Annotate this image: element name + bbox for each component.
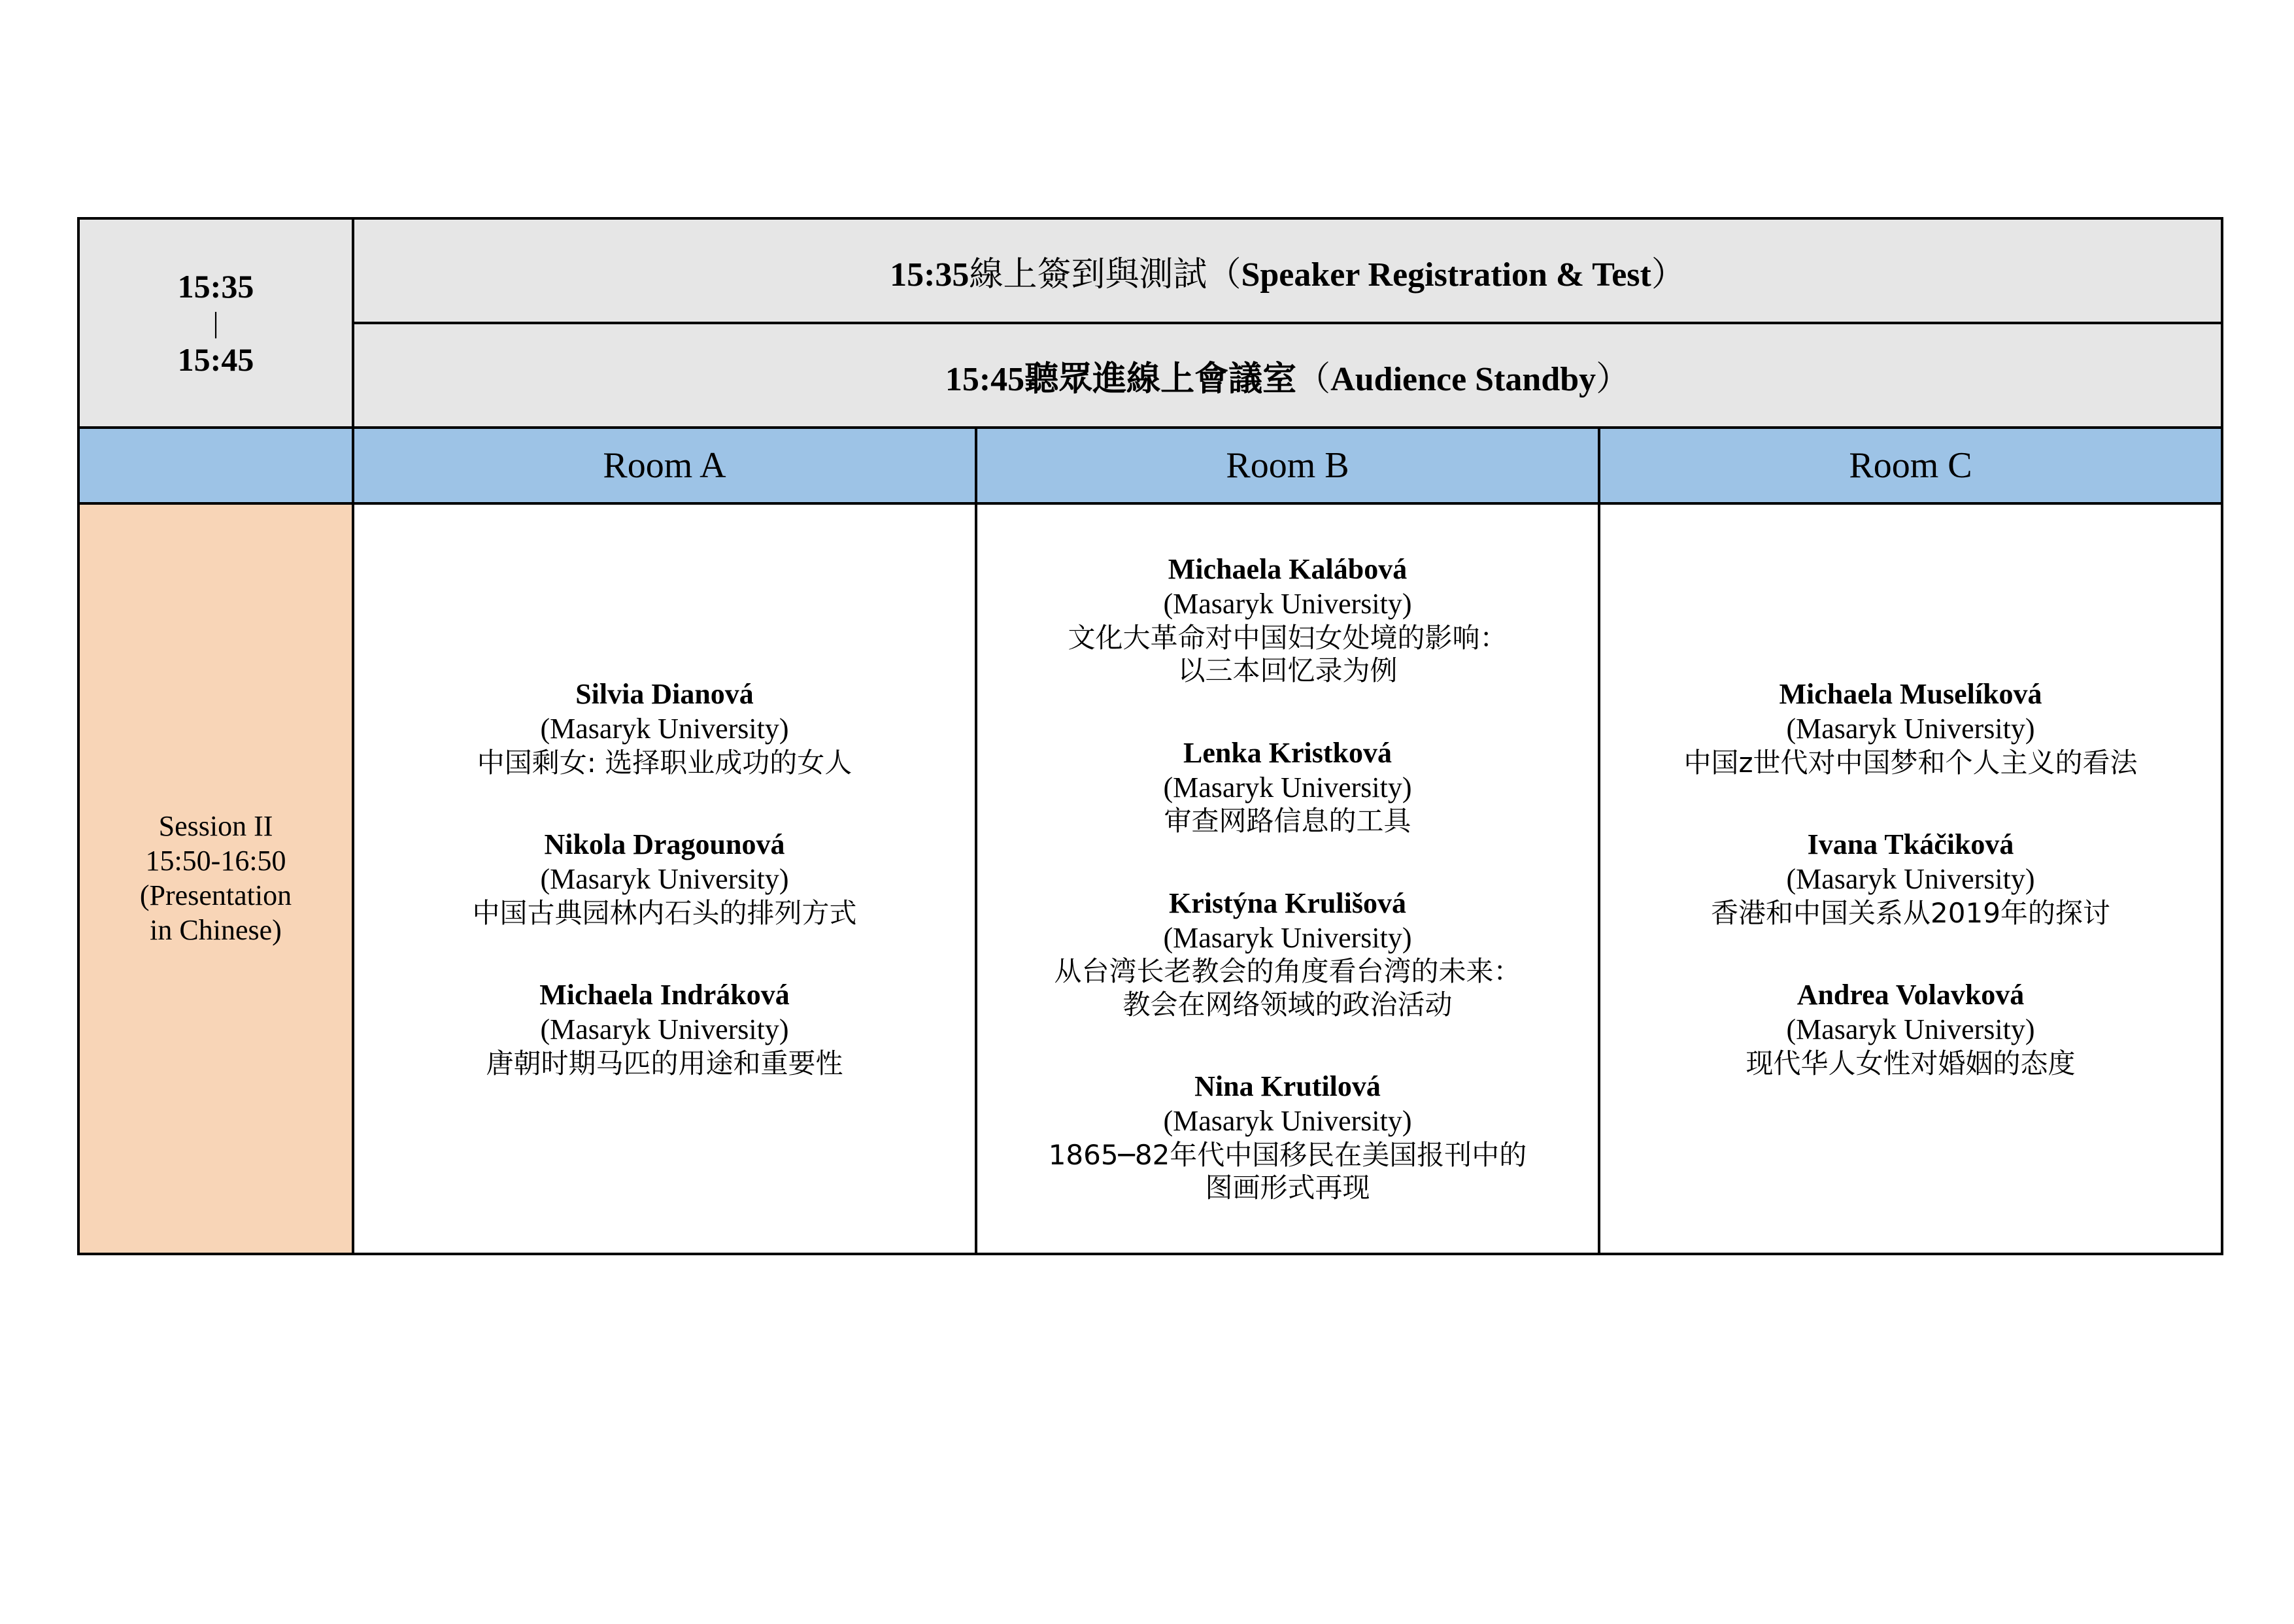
speaker-affiliation: (Masaryk University) bbox=[1786, 862, 2035, 895]
talk-item bbox=[1600, 677, 2221, 779]
standby-en: Audience Standby bbox=[1330, 360, 1596, 398]
talk-item bbox=[1600, 828, 2221, 930]
room-header-blank bbox=[78, 428, 353, 503]
speaker-affiliation: (Masaryk University) bbox=[1163, 771, 1412, 804]
talk-item bbox=[354, 978, 975, 1080]
registration-close-paren: ） bbox=[1651, 256, 1685, 294]
speaker-affiliation: (Masaryk University) bbox=[540, 862, 789, 895]
talk-title-line2: 教会在网络领域的政治活动 bbox=[1122, 988, 1453, 1021]
session-label-cell bbox=[78, 503, 353, 1254]
room-c-talks bbox=[1599, 503, 2222, 1254]
talk-title-line2: 图画形式再现 bbox=[1205, 1172, 1370, 1204]
session-name: Session II bbox=[158, 810, 273, 843]
speaker-affiliation: (Masaryk University) bbox=[1163, 921, 1412, 954]
speaker-affiliation: (Masaryk University) bbox=[540, 1013, 789, 1045]
time-start: 15:35 bbox=[177, 267, 254, 305]
session-row bbox=[78, 503, 2222, 1254]
speaker-name: Nikola Dragounová bbox=[544, 828, 785, 860]
standby-banner bbox=[353, 323, 2222, 428]
talk-title: 1865─82年代中国移民在美国报刊中的 bbox=[1048, 1138, 1527, 1171]
speaker-affiliation: (Masaryk University) bbox=[540, 712, 789, 745]
speaker-affiliation: (Masaryk University) bbox=[1163, 1104, 1412, 1137]
room-b-talks bbox=[976, 503, 1599, 1254]
speaker-name: Lenka Kristková bbox=[1183, 736, 1392, 769]
talk-title: 从台湾长老教会的角度看台湾的未来： bbox=[1054, 955, 1521, 988]
talk-item bbox=[354, 677, 975, 779]
talk-title-line2: 以三本回忆录为例 bbox=[1177, 654, 1398, 687]
talk-item bbox=[977, 887, 1598, 1021]
talk-title: 审查网路信息的工具 bbox=[1164, 805, 1411, 837]
talk-item bbox=[1600, 978, 2221, 1080]
standby-close-paren: ） bbox=[1596, 360, 1630, 398]
talk-title: 中国z世代对中国梦和个人主义的看法 bbox=[1683, 746, 2138, 779]
speaker-name: Andrea Volavková bbox=[1796, 978, 2025, 1011]
registration-row bbox=[78, 218, 2222, 323]
registration-zh: 線上簽到與測試 bbox=[969, 256, 1207, 294]
registration-banner bbox=[353, 218, 2222, 323]
talk-title: 中国古典园林内石头的排列方式 bbox=[472, 896, 857, 929]
time-separator: | bbox=[212, 306, 219, 339]
standby-zh: 聽眾進線上會議室 bbox=[1024, 360, 1297, 398]
speaker-name: Michaela Muselíková bbox=[1779, 678, 2042, 711]
room-a-talks bbox=[353, 503, 976, 1254]
talk-item bbox=[977, 552, 1598, 687]
registration-en: Speaker Registration & Test bbox=[1241, 256, 1651, 294]
talk-item bbox=[977, 1070, 1598, 1204]
speaker-affiliation: (Masaryk University) bbox=[1786, 712, 2035, 745]
speaker-name: Silvia Dianová bbox=[575, 678, 754, 711]
talk-item bbox=[977, 736, 1598, 838]
time-range-cell bbox=[78, 218, 353, 428]
speaker-name: Michaela Kalábová bbox=[1168, 553, 1408, 586]
talk-item bbox=[354, 828, 975, 930]
speaker-name: Ivana Tkáčiková bbox=[1807, 828, 2014, 860]
speaker-name: Kristýna Krulišová bbox=[1168, 887, 1407, 919]
standby-time: 15:45 bbox=[945, 360, 1025, 398]
speaker-affiliation: (Masaryk University) bbox=[1786, 1013, 2035, 1045]
time-end: 15:45 bbox=[177, 341, 254, 379]
schedule-table bbox=[77, 217, 2223, 1255]
talk-title: 香港和中国关系从2019年的探讨 bbox=[1711, 896, 2110, 929]
session-note-line2: in Chinese) bbox=[150, 913, 282, 946]
speaker-affiliation: (Masaryk University) bbox=[1163, 588, 1412, 620]
room-c-header: Room C bbox=[1599, 428, 2222, 503]
talk-title: 中国剩女: 选择职业成功的女人 bbox=[477, 746, 852, 779]
session-time: 15:50-16:50 bbox=[145, 845, 286, 877]
speaker-name: Michaela Indráková bbox=[539, 978, 790, 1011]
session-note-line1: (Presentation bbox=[139, 879, 292, 911]
registration-open-paren: （ bbox=[1207, 256, 1241, 294]
speaker-name: Nina Krutilová bbox=[1194, 1070, 1381, 1103]
talk-title: 现代华人女性对婚姻的态度 bbox=[1746, 1047, 2076, 1079]
room-a-header: Room A bbox=[353, 428, 976, 503]
room-b-header: Room B bbox=[976, 428, 1599, 503]
talk-title: 唐朝时期马匹的用途和重要性 bbox=[486, 1047, 843, 1079]
standby-open-paren: （ bbox=[1296, 360, 1331, 398]
talk-title: 文化大革命对中国妇女处境的影响： bbox=[1068, 622, 1508, 654]
room-header-row bbox=[78, 428, 2222, 503]
standby-row bbox=[78, 323, 2222, 428]
registration-time: 15:35 bbox=[890, 256, 970, 294]
